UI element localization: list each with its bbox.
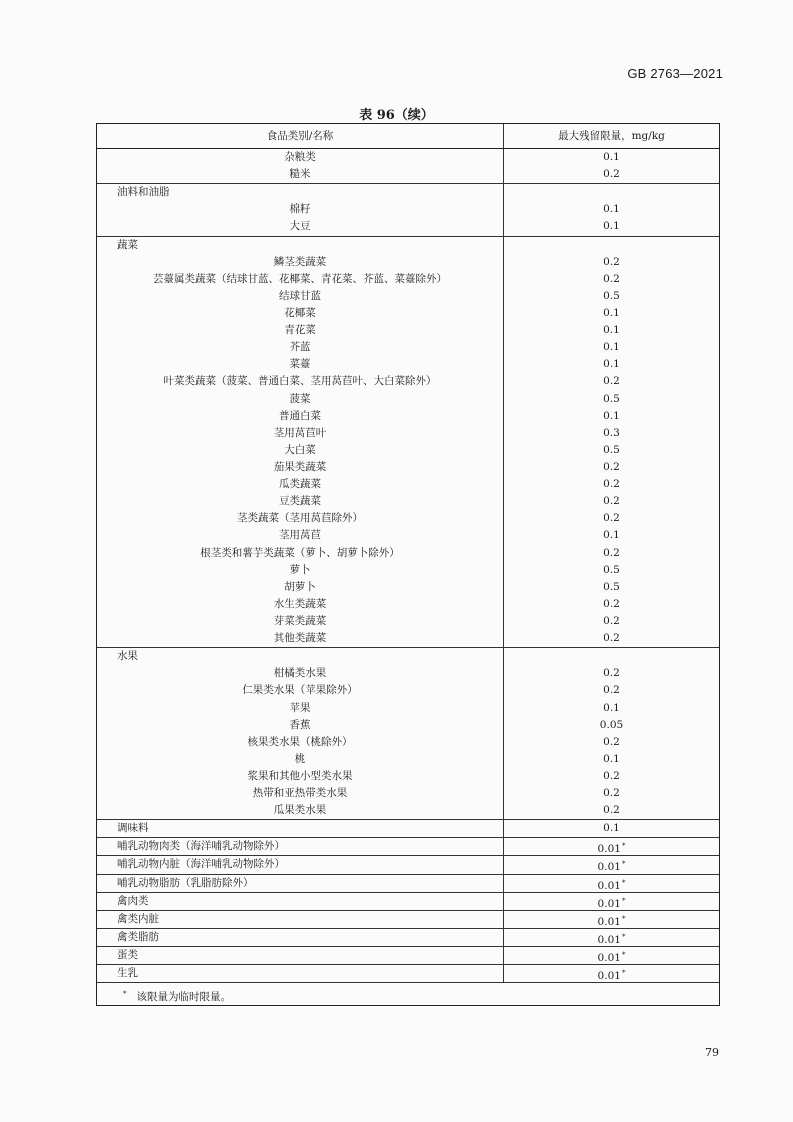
table-row (97, 373, 719, 390)
food-name-cell: 茄果类蔬菜 (97, 459, 504, 476)
table-row (97, 751, 719, 768)
footnote-mark: * (123, 990, 127, 999)
table-row (97, 768, 719, 785)
limit-value: 0.5 (603, 563, 620, 576)
temporary-limit-mark: * (621, 878, 626, 887)
limit-cell (504, 476, 719, 493)
column-header-limit: 最大残留限量，mg/kg (558, 130, 665, 142)
limit-cell (504, 166, 719, 183)
table-row (97, 802, 719, 819)
table-row (97, 391, 719, 408)
food-name-cell: 糙米 (97, 166, 504, 183)
limit-value: 0.2 (603, 168, 620, 181)
limit-value: 0.2 (603, 546, 620, 559)
limit-cell (504, 237, 719, 254)
limit-cell (504, 802, 719, 819)
table-row (97, 201, 719, 218)
mrl-table (96, 123, 720, 1006)
table-row (97, 964, 719, 982)
limit-cell (504, 218, 719, 235)
limit-value: 0.2 (603, 478, 620, 491)
food-name-cell: 瓜果类水果 (97, 802, 504, 819)
limit-cell (504, 665, 719, 682)
limit-cell (504, 408, 719, 425)
food-name-cell: 菠菜 (97, 391, 504, 408)
food-name-cell: 油料和油脂 (97, 184, 504, 201)
limit-value: 0.5 (603, 580, 620, 593)
limit-value: 0.2 (603, 787, 620, 800)
limit-cell (504, 579, 719, 596)
limit-cell (504, 717, 719, 734)
limit-cell (504, 322, 719, 339)
limit-value: 0.01 (597, 915, 621, 928)
limit-value: 0.5 (603, 392, 620, 405)
limit-cell (504, 947, 719, 964)
table-row (97, 183, 719, 201)
table-row (97, 819, 719, 837)
food-name-cell: 根茎类和薯芋类蔬菜（萝卜、胡萝卜除外） (97, 545, 504, 562)
table-row (97, 892, 719, 910)
limit-cell (504, 965, 719, 982)
table-row (97, 149, 719, 166)
food-name-cell: 大豆 (97, 218, 504, 235)
table-row (97, 527, 719, 544)
limit-value: 0.05 (599, 718, 624, 731)
food-name-cell: 芥蓝 (97, 339, 504, 356)
table-row (97, 236, 719, 254)
limit-value: 0.2 (603, 272, 620, 285)
limit-cell (504, 201, 719, 218)
table-row (97, 785, 719, 802)
table-row (97, 339, 719, 356)
limit-value: 0.1 (603, 358, 620, 371)
limit-cell (504, 768, 719, 785)
limit-cell (504, 356, 719, 373)
food-name-cell: 叶菜类蔬菜（菠菜、普通白菜、茎用莴苣叶、大白菜除外） (97, 373, 504, 390)
table-row (97, 254, 719, 271)
limit-value: 0.1 (603, 341, 620, 354)
limit-value: 0.2 (603, 667, 620, 680)
food-name-cell: 香蕉 (97, 717, 504, 734)
limit-cell (504, 442, 719, 459)
limit-cell (504, 373, 719, 390)
limit-value: 0.01 (597, 879, 621, 892)
limit-cell (504, 510, 719, 527)
table-row (97, 910, 719, 928)
limit-cell (504, 838, 719, 855)
food-name-cell: 芽菜类蔬菜 (97, 613, 504, 630)
limit-cell (504, 493, 719, 510)
food-name-cell: 柑橘类水果 (97, 665, 504, 682)
limit-cell (504, 648, 719, 665)
food-name-cell: 菜薹 (97, 356, 504, 373)
food-name-cell: 豆类蔬菜 (97, 493, 504, 510)
limit-value: 0.01 (597, 861, 621, 874)
limit-cell (504, 734, 719, 751)
food-name-cell: 调味料 (97, 820, 504, 837)
table-row (97, 647, 719, 665)
limit-cell (504, 184, 719, 201)
food-name-cell: 茎用莴苣 (97, 527, 504, 544)
limit-cell (504, 339, 719, 356)
table-caption: 表 96（续） (359, 108, 434, 123)
food-name-cell: 热带和亚热带类水果 (97, 785, 504, 802)
table-body (97, 149, 719, 982)
limit-value: 0.2 (603, 804, 620, 817)
table-row (97, 613, 719, 630)
food-name-cell: 芸薹属类蔬菜（结球甘蓝、花椰菜、青花菜、芥蓝、菜薹除外） (97, 271, 504, 288)
limit-value: 0.2 (603, 495, 620, 508)
column-header-food: 食品类别/名称 (97, 124, 504, 148)
temporary-limit-mark: * (621, 932, 626, 941)
limit-value: 0.2 (603, 512, 620, 525)
limit-cell (504, 562, 719, 579)
limit-cell (504, 820, 719, 837)
table-row (97, 596, 719, 613)
food-name-cell: 蔬菜 (97, 237, 504, 254)
limit-value: 0.2 (603, 597, 620, 610)
food-name-cell: 水果 (97, 648, 504, 665)
limit-value: 0.01 (597, 933, 621, 946)
table-row (97, 874, 719, 892)
food-name-cell: 茎类蔬菜（茎用莴苣除外） (97, 510, 504, 527)
limit-value: 0.1 (603, 203, 620, 216)
table-row (97, 322, 719, 339)
limit-cell (504, 751, 719, 768)
limit-value: 0.1 (603, 324, 620, 337)
table-row (97, 630, 719, 647)
temporary-limit-mark: * (621, 860, 626, 869)
limit-value: 0.2 (603, 614, 620, 627)
table-row (97, 442, 719, 459)
table-row (97, 288, 719, 305)
food-name-cell: 哺乳动物脂肪（乳脂肪除外） (97, 875, 504, 892)
food-name-cell: 禽类脂肪 (97, 929, 504, 946)
table-row (97, 271, 719, 288)
limit-value: 0.1 (603, 409, 620, 422)
table-row (97, 166, 719, 183)
limit-value: 0.2 (603, 632, 620, 645)
limit-cell (504, 893, 719, 910)
limit-value: 0.1 (603, 151, 620, 163)
limit-value: 0.2 (603, 460, 620, 473)
limit-cell (504, 391, 719, 408)
table-row (97, 425, 719, 442)
food-name-cell: 其他类蔬菜 (97, 630, 504, 647)
table-row (97, 408, 719, 425)
limit-cell (504, 527, 719, 544)
table-row (97, 928, 719, 946)
food-name-cell: 苹果 (97, 700, 504, 717)
food-name-cell: 哺乳动物肉类（海洋哺乳动物除外） (97, 838, 504, 855)
food-name-cell: 大白菜 (97, 442, 504, 459)
page-number: 79 (705, 1046, 719, 1059)
temporary-limit-mark: * (621, 896, 626, 905)
food-name-cell: 生乳 (97, 965, 504, 982)
limit-cell (504, 856, 719, 873)
food-name-cell: 茎用莴苣叶 (97, 425, 504, 442)
standard-code: GB 2763—2021 (627, 66, 723, 81)
food-name-cell: 棉籽 (97, 201, 504, 218)
limit-cell (504, 911, 719, 928)
food-name-cell: 杂粮类 (97, 149, 504, 166)
table-row (97, 562, 719, 579)
limit-value: 0.1 (603, 752, 620, 765)
limit-cell (504, 613, 719, 630)
table-row (97, 476, 719, 493)
food-name-cell: 核果类水果（桃除外） (97, 734, 504, 751)
table-footnote (97, 982, 719, 1005)
limit-value: 0.1 (603, 306, 620, 319)
limit-cell (504, 459, 719, 476)
limit-cell (504, 875, 719, 892)
table-row (97, 682, 719, 699)
table-row (97, 305, 719, 322)
food-name-cell: 花椰菜 (97, 305, 504, 322)
temporary-limit-mark: * (621, 914, 626, 923)
table-row (97, 837, 719, 855)
table-row (97, 700, 719, 717)
food-name-cell: 胡萝卜 (97, 579, 504, 596)
table-row (97, 734, 719, 751)
limit-value: 0.5 (603, 289, 620, 302)
limit-value: 0.2 (603, 735, 620, 748)
food-name-cell: 萝卜 (97, 562, 504, 579)
food-name-cell: 浆果和其他小型类水果 (97, 768, 504, 785)
table-row (97, 665, 719, 682)
limit-cell (504, 288, 719, 305)
limit-value: 0.1 (603, 220, 620, 233)
limit-cell (504, 271, 719, 288)
food-name-cell: 普通白菜 (97, 408, 504, 425)
footnote-text: 该限量为临时限量。 (136, 991, 231, 1004)
limit-value: 0.1 (603, 529, 620, 542)
limit-value: 0.2 (603, 684, 620, 697)
limit-cell (504, 682, 719, 699)
table-row (97, 218, 719, 235)
temporary-limit-mark: * (621, 969, 626, 978)
limit-cell (504, 545, 719, 562)
food-name-cell: 瓜类蔬菜 (97, 476, 504, 493)
limit-value: 0.5 (603, 443, 620, 456)
limit-cell (504, 254, 719, 271)
limit-value: 0.2 (603, 375, 620, 388)
limit-cell (504, 305, 719, 322)
limit-value: 0.1 (603, 822, 620, 835)
limit-value: 0.2 (603, 255, 620, 268)
food-name-cell: 水生类蔬菜 (97, 596, 504, 613)
table-row (97, 493, 719, 510)
food-name-cell: 桃 (97, 751, 504, 768)
food-name-cell: 哺乳动物内脏（海洋哺乳动物除外） (97, 856, 504, 873)
limit-value: 0.3 (603, 426, 620, 439)
limit-cell (504, 425, 719, 442)
limit-value: 0.01 (597, 843, 621, 856)
temporary-limit-mark: * (621, 842, 626, 851)
limit-cell (504, 596, 719, 613)
food-name-cell: 蛋类 (97, 947, 504, 964)
table-row (97, 717, 719, 734)
food-name-cell: 禽类内脏 (97, 911, 504, 928)
food-name-cell: 结球甘蓝 (97, 288, 504, 305)
limit-cell (504, 785, 719, 802)
limit-cell (504, 929, 719, 946)
table-header-row (97, 124, 719, 149)
food-name-cell: 禽肉类 (97, 893, 504, 910)
food-name-cell: 鳞茎类蔬菜 (97, 254, 504, 271)
limit-value: 0.01 (597, 970, 621, 983)
table-row (97, 510, 719, 527)
table-row (97, 946, 719, 964)
limit-value: 0.01 (597, 952, 621, 965)
limit-cell (504, 630, 719, 647)
food-name-cell: 青花菜 (97, 322, 504, 339)
table-row (97, 545, 719, 562)
table-row (97, 855, 719, 873)
limit-value: 0.1 (603, 701, 620, 714)
limit-value: 0.01 (597, 897, 621, 910)
table-row (97, 459, 719, 476)
table-row (97, 579, 719, 596)
food-name-cell: 仁果类水果（苹果除外） (97, 682, 504, 699)
limit-cell (504, 149, 719, 166)
limit-cell (504, 700, 719, 717)
temporary-limit-mark: * (621, 951, 626, 960)
limit-value: 0.2 (603, 769, 620, 782)
table-row (97, 356, 719, 373)
